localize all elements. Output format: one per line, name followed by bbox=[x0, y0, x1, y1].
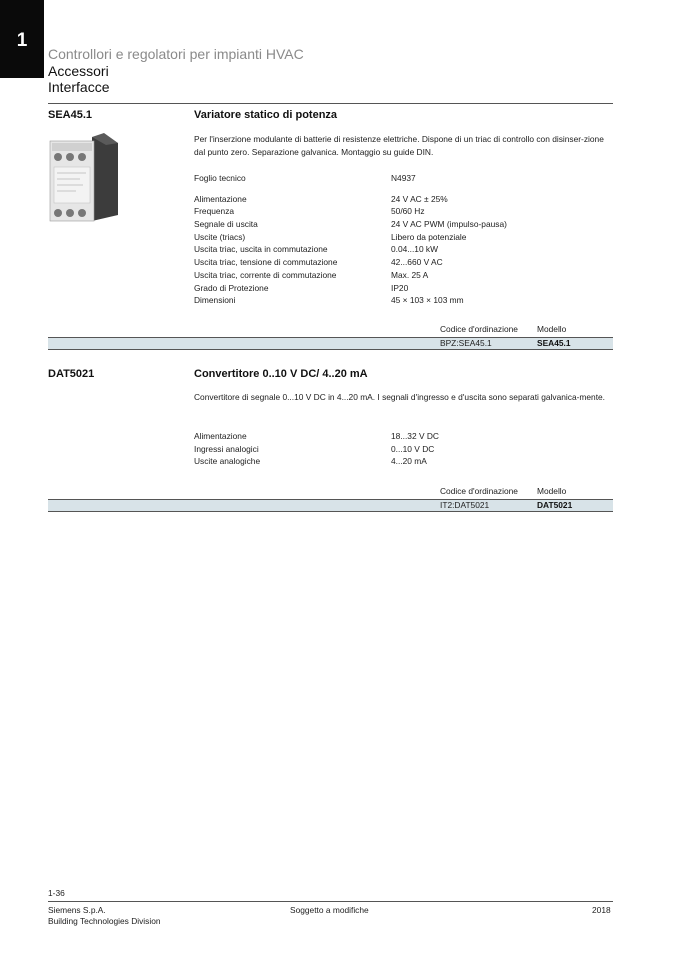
chapter-number: 1 bbox=[16, 30, 28, 51]
product-code: DAT5021 bbox=[48, 368, 95, 380]
spec-value: IP20 bbox=[391, 282, 409, 293]
footer-division: Building Technologies Division bbox=[48, 916, 161, 926]
model-header: Modello bbox=[537, 324, 567, 334]
spec-label: Uscita triac, corrente di commutazione bbox=[194, 269, 337, 280]
subcategory-accessori: Accessori bbox=[48, 63, 109, 79]
spec-label: Dimensioni bbox=[194, 295, 236, 306]
spec-label: Uscite (triacs) bbox=[194, 231, 246, 242]
spec-label: Ingressi analogici bbox=[194, 443, 259, 454]
order-row bbox=[48, 337, 613, 350]
product-code: SEA45.1 bbox=[48, 109, 93, 121]
footer-notice: Soggetto a modifiche bbox=[290, 905, 369, 915]
chapter-tab bbox=[0, 0, 44, 78]
spec-value: 24 V AC ± 25% bbox=[391, 193, 448, 204]
product-title: Variatore statico di potenza bbox=[194, 109, 338, 121]
spec-table bbox=[194, 431, 613, 469]
spec-label: Uscita triac, uscita in commutazione bbox=[194, 244, 328, 255]
spec-value: N4937 bbox=[391, 173, 416, 183]
spec-row bbox=[194, 431, 613, 444]
footer-divider bbox=[48, 901, 613, 902]
product-title: Convertitore 0..10 V DC/ 4..20 mA bbox=[194, 368, 368, 380]
spec-label: Alimentazione bbox=[194, 193, 247, 204]
spec-row bbox=[194, 173, 613, 186]
order-model: SEA45.1 bbox=[537, 338, 571, 348]
spec-label: Uscite analogiche bbox=[194, 456, 261, 467]
spec-row bbox=[194, 206, 613, 219]
order-code-header: Codice d'ordinazione bbox=[440, 486, 518, 496]
spec-value: Libero da potenziale bbox=[391, 231, 467, 242]
spec-row bbox=[194, 232, 613, 245]
category-title: Controllori e regolatori per impianti HVAC bbox=[48, 46, 304, 62]
footer-year: 2018 bbox=[592, 905, 611, 915]
model-header: Modello bbox=[537, 486, 567, 496]
spec-value: 0.04...10 kW bbox=[391, 244, 439, 255]
spec-value: 24 V AC PWM (impulso-pausa) bbox=[391, 219, 507, 230]
spec-value: 18...32 V DC bbox=[391, 431, 439, 441]
spec-row bbox=[194, 444, 613, 457]
footer-company: Siemens S.p.A. bbox=[48, 905, 106, 915]
spec-value: 4...20 mA bbox=[391, 456, 427, 467]
page-number: 1-36 bbox=[48, 888, 65, 898]
product-description: Convertitore di segnale 0...10 V DC in 4...20 mA. I segnali d'ingresso e d'uscita sono separati galvanica-mente. bbox=[194, 392, 606, 402]
product-image bbox=[48, 133, 120, 225]
spec-label: Grado di Protezione bbox=[194, 282, 269, 293]
spec-row bbox=[194, 270, 613, 283]
spec-label: Segnale di uscita bbox=[194, 219, 258, 230]
spec-value: 45 × 103 × 103 mm bbox=[391, 295, 464, 306]
product-description: Per l'inserzione modulante di batterie di resistenze elettriche. Dispone di un triac di controllo con disinser-zione dal punto zero. Separazione galvanica. Montaggio su guide DIN. bbox=[194, 134, 604, 157]
spec-value: 42...660 V AC bbox=[391, 257, 443, 268]
spec-row bbox=[194, 244, 613, 257]
spec-label: Alimentazione bbox=[194, 431, 247, 441]
spec-row bbox=[194, 295, 613, 308]
spec-table bbox=[194, 173, 613, 308]
order-model: DAT5021 bbox=[537, 500, 573, 510]
spec-value: Max. 25 A bbox=[391, 269, 429, 280]
spec-label: Frequenza bbox=[194, 206, 235, 217]
order-code-header: Codice d'ordinazione bbox=[440, 324, 518, 334]
spec-row bbox=[194, 257, 613, 270]
spec-value: 0...10 V DC bbox=[391, 443, 435, 454]
spec-label: Foglio tecnico bbox=[194, 173, 246, 183]
spec-row bbox=[194, 456, 613, 469]
spec-label: Uscita triac, tensione di commutazione bbox=[194, 257, 338, 268]
order-row bbox=[48, 499, 613, 512]
subcategory-interfacce: Interfacce bbox=[48, 79, 110, 95]
order-code: IT2:DAT5021 bbox=[440, 500, 490, 510]
spec-row bbox=[194, 194, 613, 207]
spec-value: 50/60 Hz bbox=[391, 206, 425, 217]
section-divider bbox=[48, 103, 613, 104]
spec-row bbox=[194, 283, 613, 296]
order-code: BPZ:SEA45.1 bbox=[440, 338, 492, 348]
spec-row bbox=[194, 219, 613, 232]
